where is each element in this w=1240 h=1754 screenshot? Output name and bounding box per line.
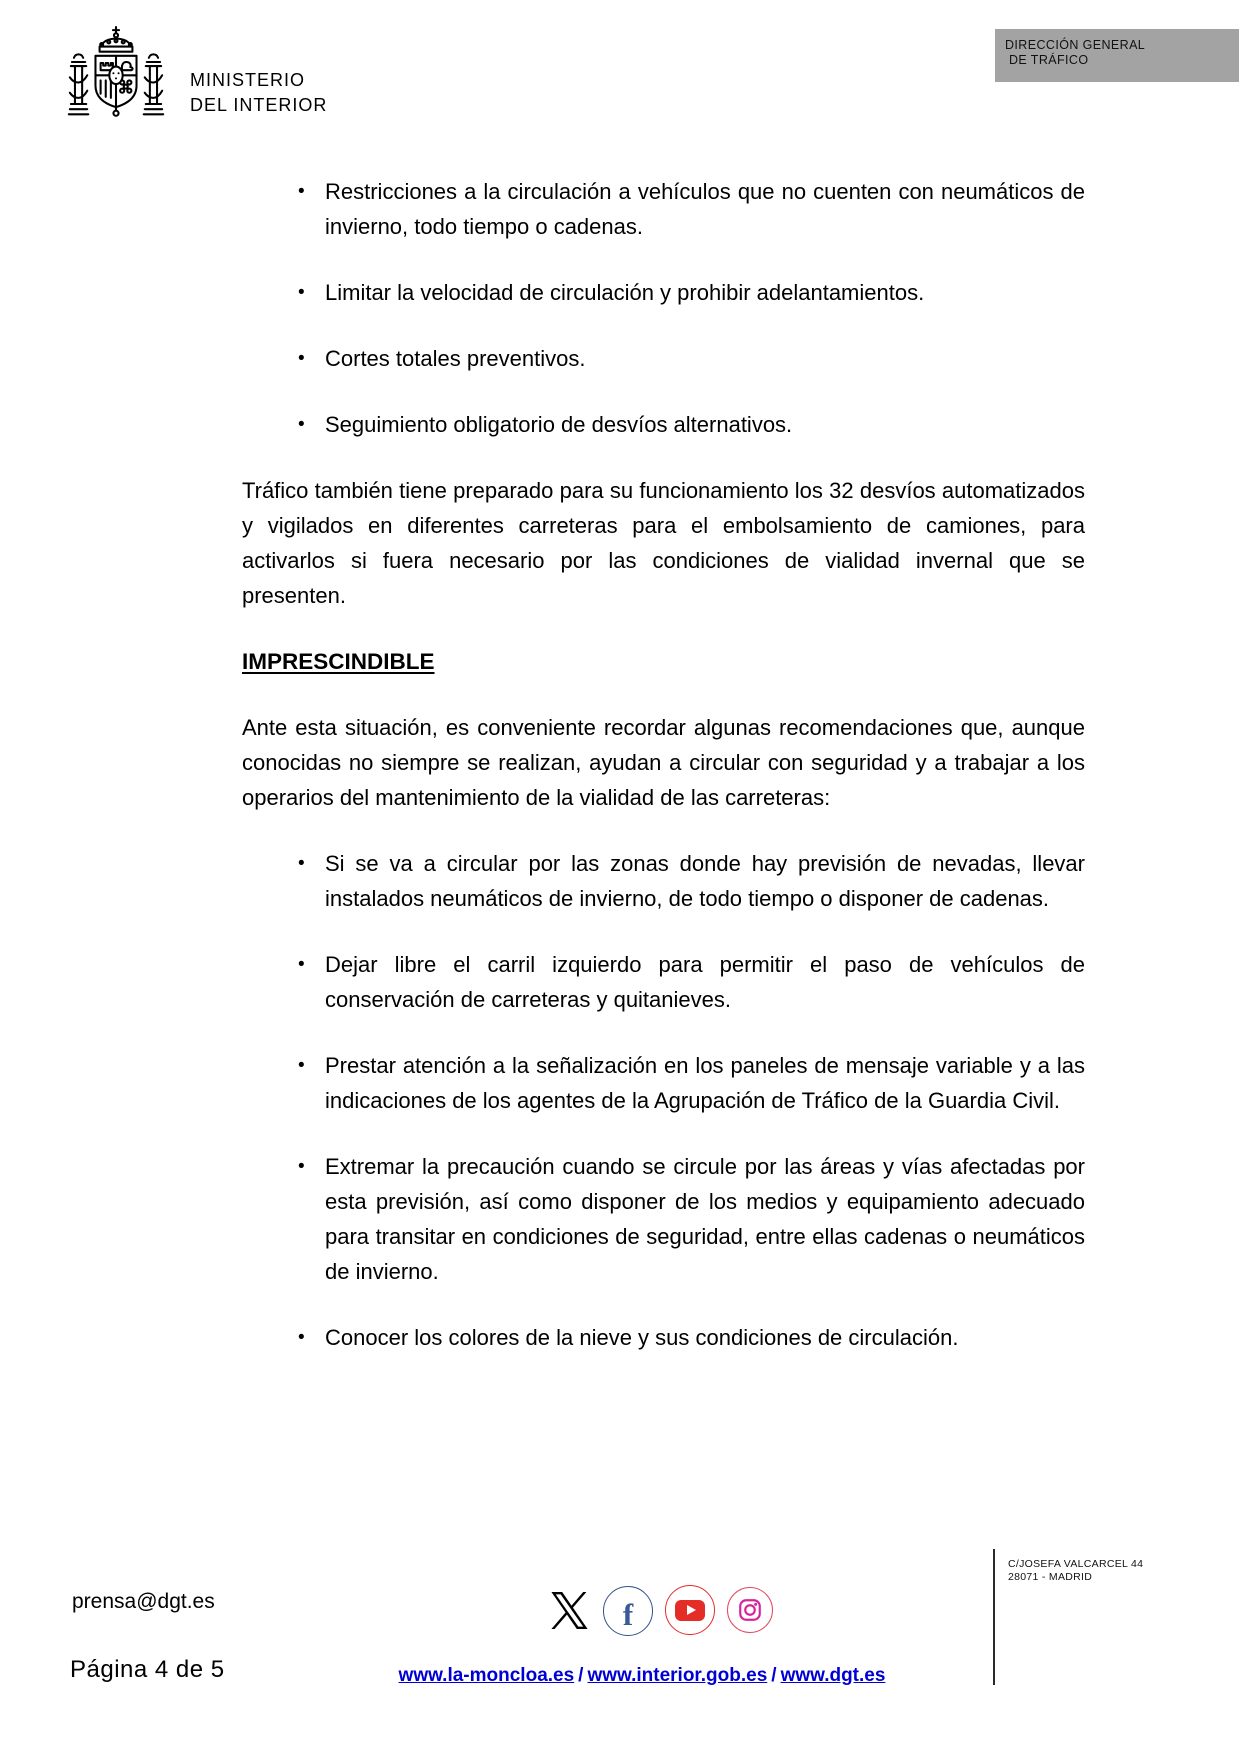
page-number: Página 4 de 5 (70, 1656, 225, 1683)
link-la-moncloa[interactable]: www.la-moncloa.es (398, 1665, 575, 1686)
address-line2: 28071 - MADRID (1008, 1571, 1093, 1583)
bullet-text: Dejar libre el carril izquierdo para permitir el paso de vehículos de conservación de carreteras y quitanieves. (325, 952, 1085, 1012)
section-heading-text: IMPRESCINDIBLE (242, 649, 435, 674)
bullet-text: Seguimiento obligatorio de desvíos alternativos. (325, 412, 793, 437)
bullet-item (242, 947, 1085, 1017)
bullet-text: Extremar la precaución cuando se circule por las áreas y vías afectadas por esta previsión, así como disponer de los medios y equipamiento adecuado para transitar en condiciones de seguridad, entre ellas cadenas o neumáticos de invierno. (325, 1154, 1085, 1284)
ministry-line2: DEL INTERIOR (190, 95, 328, 115)
facebook-f-glyph: f (622, 1597, 634, 1632)
link-interior[interactable]: www.interior.gob.es (587, 1665, 768, 1686)
address-line1: C/JOSEFA VALCARCEL 44 (1008, 1558, 1144, 1570)
body-paragraph: Tráfico también tiene preparado para su funcionamiento los 32 desvíos automatizados y vigilados en diferentes carreteras para el embolsamiento de camiones, para activarlos si fuera necesario por las condiciones de vialidad invernal que se presenten. (242, 478, 1085, 608)
body-paragraph: Ante esta situación, es conveniente recordar algunas recomendaciones que, aunque conocidas no siempre se realizan, ayudan a circular con seguridad y a trabajar a los operarios del mantenimiento de la vialidad de las carreteras: (242, 715, 1085, 810)
bullet-text: Si se va a circular por las zonas donde hay previsión de nevadas, llevar instalados neumáticos de invierno, de todo tiempo o disponer de cadenas. (325, 851, 1085, 911)
press-email: prensa@dgt.es (72, 1590, 215, 1613)
bullet-item (242, 407, 1085, 442)
document-body (242, 174, 1085, 1386)
bullet-item (242, 275, 1085, 310)
bullet-item (242, 1149, 1085, 1289)
agency-header-box (995, 29, 1239, 82)
instagram-camera-icon (737, 1597, 763, 1623)
link-dgt[interactable]: www.dgt.es (780, 1665, 886, 1686)
bullet-item (242, 846, 1085, 916)
footer-links (242, 1663, 1042, 1688)
agency-line2: DE TRÁFICO (1009, 53, 1089, 67)
bullet-item (242, 341, 1085, 376)
facebook-icon[interactable] (603, 1586, 653, 1636)
footer-address (1008, 1558, 1143, 1584)
bullet-item (242, 1048, 1085, 1118)
agency-line1: DIRECCIÓN GENERAL (1005, 38, 1146, 52)
bullet-marker: • (298, 414, 305, 435)
link-separator: / (578, 1665, 584, 1686)
spain-coat-of-arms-icon (58, 24, 174, 142)
bullet-text: Restricciones a la circulación a vehículos que no cuenten con neumáticos de invierno, todo tiempo o cadenas. (325, 179, 1085, 239)
bullet-marker: • (298, 954, 305, 975)
bullet-marker: • (298, 348, 305, 369)
coat-of-arms-logo (58, 24, 174, 142)
bullet-text: Prestar atención a la señalización en los paneles de mensaje variable y a las indicaciones de los agentes de la Agrupación de Tráfico de la Guardia Civil. (325, 1053, 1085, 1113)
bullet-text: Limitar la velocidad de circulación y prohibir adelantamientos. (325, 280, 925, 305)
youtube-icon[interactable] (665, 1585, 715, 1635)
youtube-play-icon (675, 1600, 705, 1621)
ministry-line1: MINISTERIO (190, 70, 306, 90)
link-separator: / (771, 1665, 777, 1686)
bullet-marker: • (298, 1156, 305, 1177)
bullet-text: Conocer los colores de la nieve y sus condiciones de circulación. (325, 1325, 959, 1350)
bullet-marker: • (298, 282, 305, 303)
instagram-icon[interactable] (727, 1587, 773, 1633)
bullet-marker: • (298, 853, 305, 874)
bullet-text: Cortes totales preventivos. (325, 346, 586, 371)
bullet-item (242, 1320, 1085, 1355)
section-heading (242, 644, 1085, 679)
bullet-marker: • (298, 1327, 305, 1348)
ministry-title (190, 68, 327, 118)
bullet-marker: • (298, 1055, 305, 1076)
bullet-marker: • (298, 181, 305, 202)
bullet-item (242, 174, 1085, 244)
x-icon[interactable] (551, 1592, 588, 1629)
